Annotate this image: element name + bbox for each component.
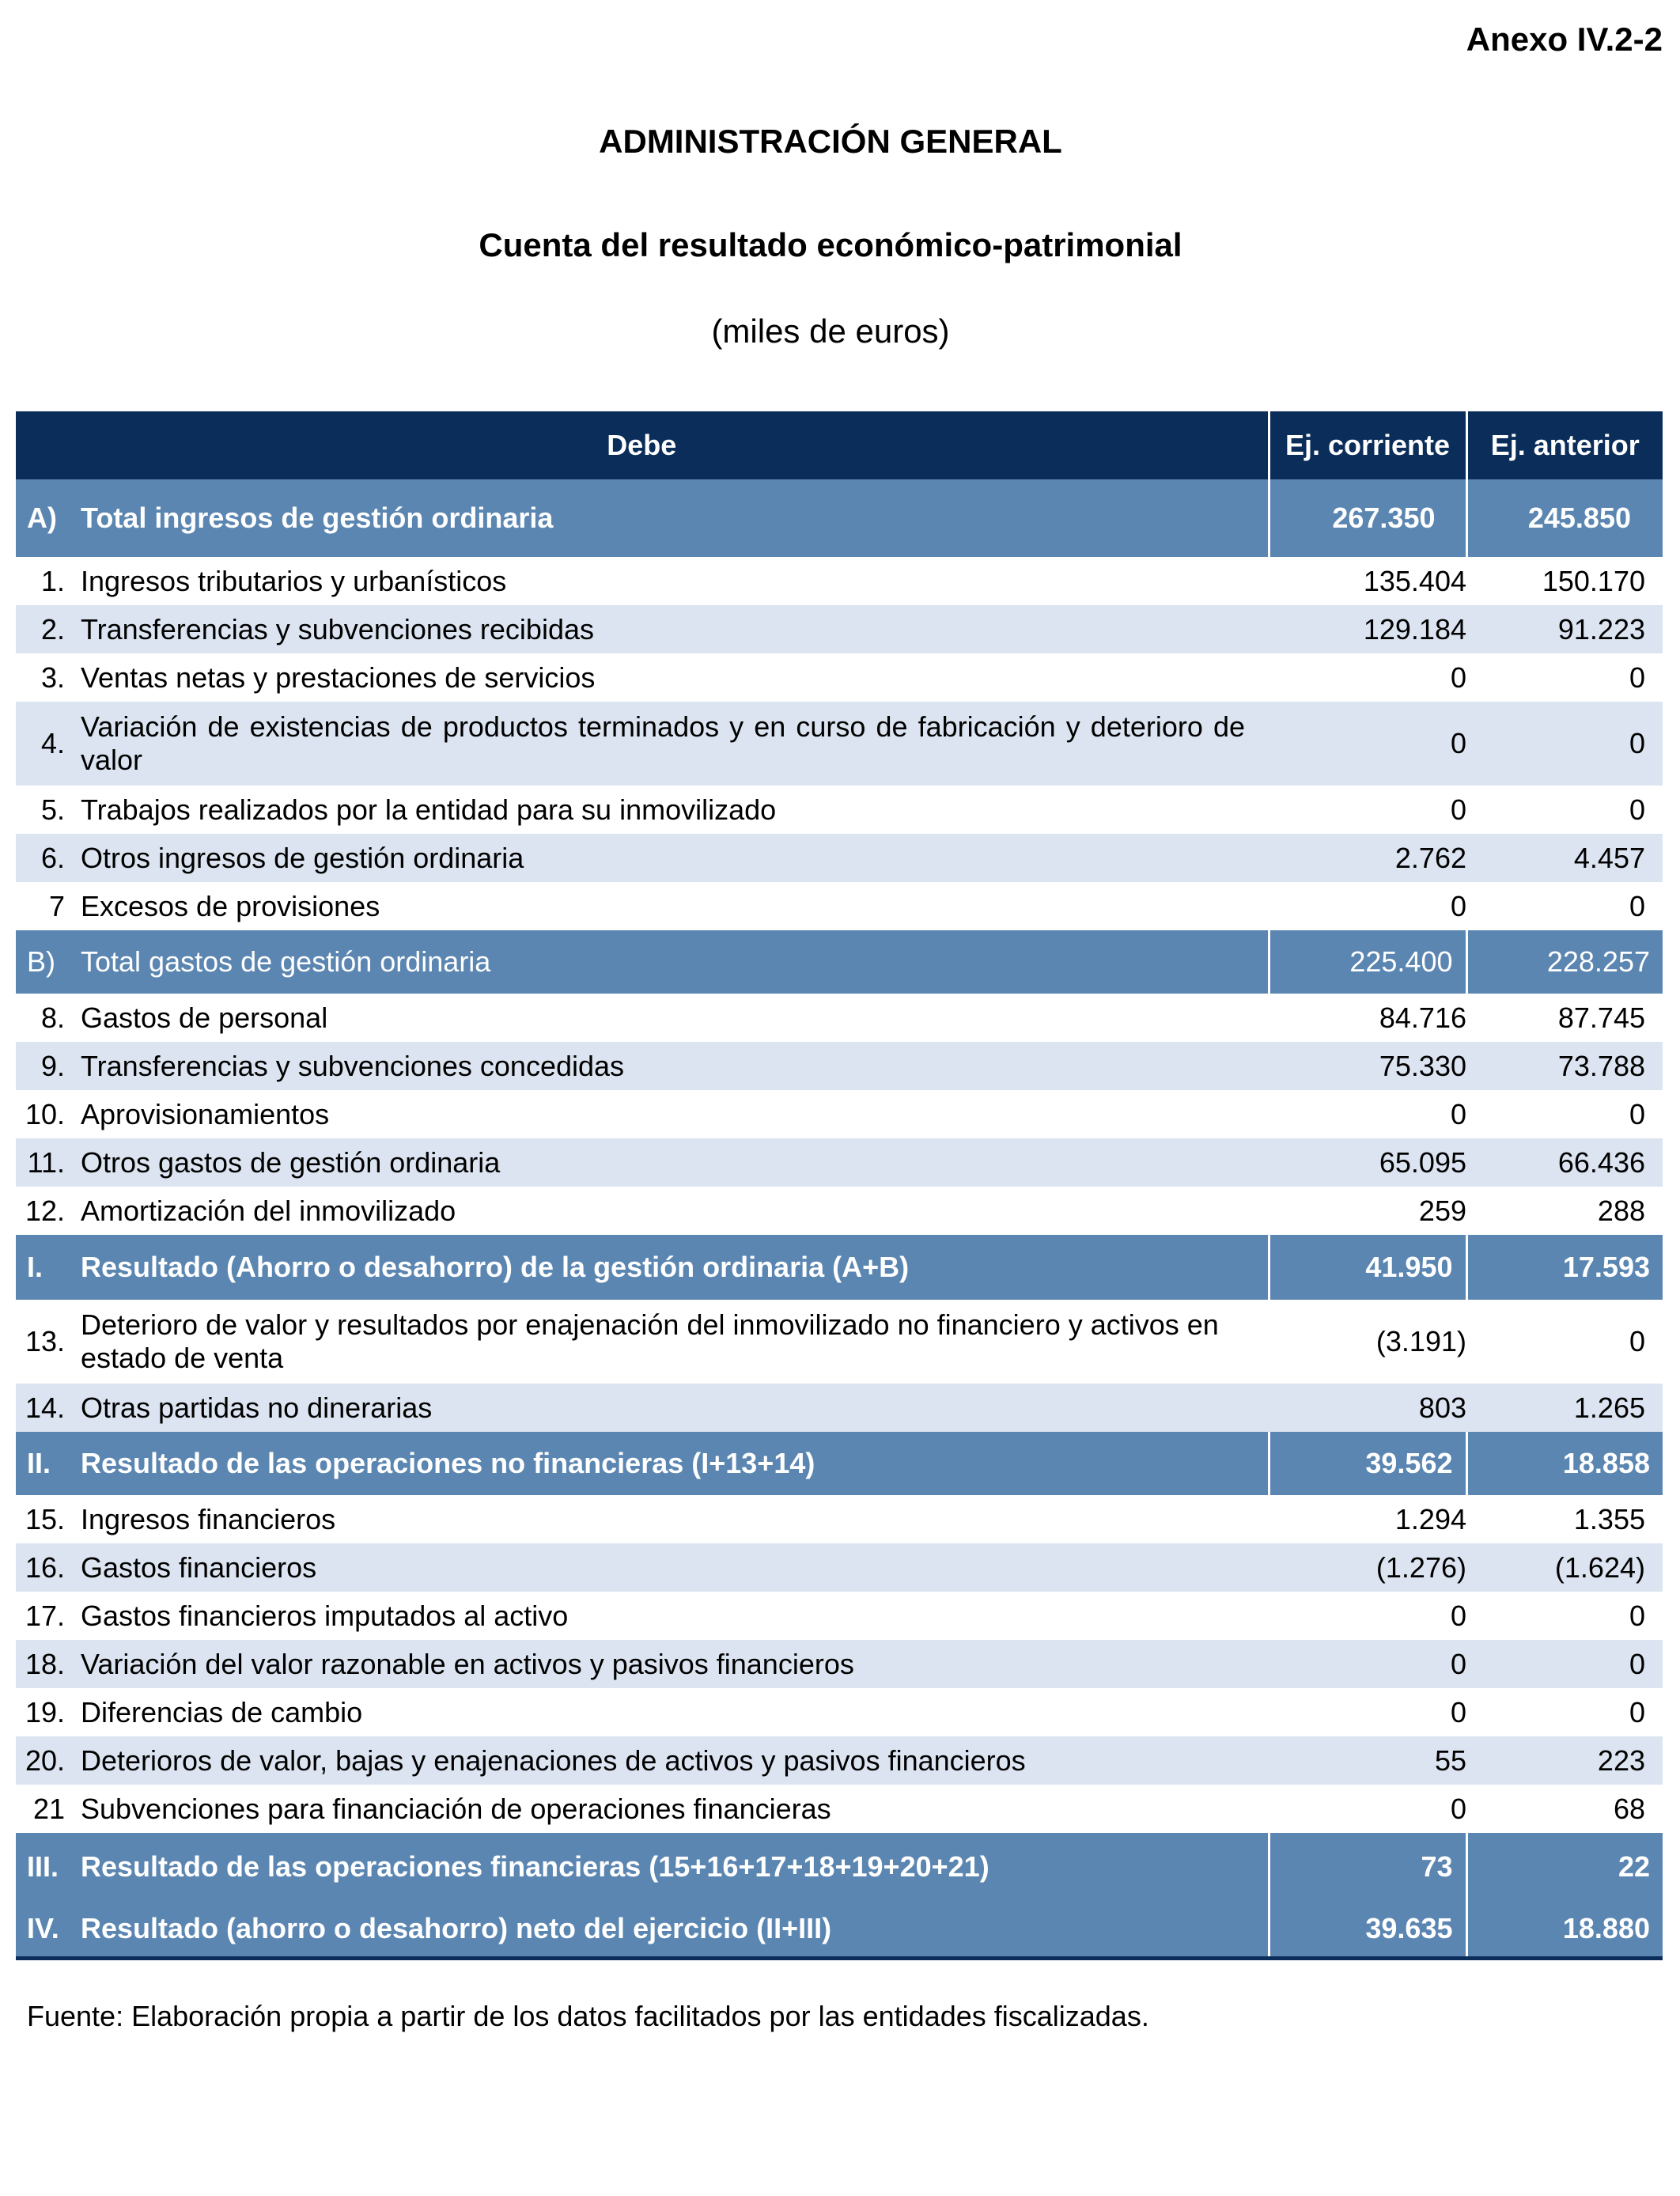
row-previous-value: 0 — [1629, 793, 1645, 826]
row-label: Amortización del inmovilizado — [81, 1194, 456, 1227]
source-note: Fuente: Elaboración propia a partir de los datos facilitados por las entidades fiscalizadas. — [27, 2000, 1149, 2032]
row-current-value: 0 — [1450, 1647, 1466, 1680]
row-current-value: 0 — [1450, 1695, 1466, 1728]
row-number: II. — [27, 1447, 51, 1479]
row-previous-value: 288 — [1597, 1194, 1645, 1227]
row-previous-value: 0 — [1629, 661, 1645, 694]
row-label: Total ingresos de gestión ordinaria — [81, 502, 554, 534]
table-row — [16, 994, 1663, 1042]
row-label: Trabajos realizados por la entidad para su inmovilizado — [81, 793, 777, 826]
row-label: Variación de existencias de productos terminados y en curso de fabricación y deterioro de valor — [81, 710, 1245, 776]
row-previous-value: 1.355 — [1573, 1502, 1645, 1535]
table-row — [16, 882, 1663, 930]
table-row — [16, 557, 1663, 605]
row-current-value: 225.400 — [1269, 930, 1466, 994]
row-label: Total gastos de gestión ordinaria — [81, 945, 491, 978]
row-number: 20. — [25, 1744, 65, 1777]
table-row — [16, 1042, 1663, 1090]
row-previous-value: 0 — [1629, 1325, 1645, 1357]
row-label: Subvenciones para financiación de operaciones financieras — [81, 1792, 831, 1825]
table-row-resultado-gestion-ordinaria — [16, 1235, 1663, 1300]
row-current-value: 0 — [1450, 1792, 1466, 1825]
row-previous-value: 68 — [1613, 1792, 1645, 1825]
row-previous-value: 18.880 — [1466, 1901, 1663, 1958]
row-current-value: 803 — [1418, 1391, 1466, 1424]
row-previous-value: 0 — [1629, 889, 1645, 922]
table-row-resultado-financieras — [16, 1833, 1663, 1901]
row-previous-value: (1.624) — [1554, 1550, 1645, 1584]
row-previous-value: 91.223 — [1557, 612, 1645, 646]
row-label: Resultado de las operaciones no financieras (I+13+14) — [81, 1447, 815, 1479]
row-current-value: 129.184 — [1363, 612, 1466, 646]
row-current-value: 39.562 — [1269, 1432, 1466, 1495]
row-number: 18. — [25, 1647, 65, 1680]
row-label: Gastos financieros — [81, 1550, 317, 1584]
row-current-value: 39.635 — [1269, 1901, 1466, 1958]
row-label: Resultado (Ahorro o desahorro) de la gestión ordinaria (A+B) — [81, 1251, 910, 1283]
row-number: 19. — [25, 1695, 65, 1728]
units-label: (miles de euros) — [711, 312, 950, 350]
table-row — [16, 605, 1663, 653]
row-current-value: 84.716 — [1379, 1001, 1466, 1034]
row-number: 12. — [25, 1194, 65, 1227]
row-number: I. — [27, 1251, 44, 1283]
row-previous-value: 150.170 — [1542, 564, 1645, 597]
row-label: Otras partidas no dinerarias — [81, 1391, 433, 1424]
table-row — [16, 1592, 1663, 1640]
row-previous-value: 0 — [1629, 1097, 1645, 1130]
row-current-value: 0 — [1450, 793, 1466, 826]
table-row — [16, 834, 1663, 882]
row-label: Variación del valor razonable en activos y pasivos financieros — [81, 1647, 854, 1680]
row-previous-value: 0 — [1629, 1695, 1645, 1728]
table-header-row — [16, 411, 1663, 479]
row-number: 6. — [40, 841, 65, 874]
row-current-value: 0 — [1450, 661, 1466, 694]
row-number: 2. — [40, 612, 65, 646]
row-current-value: 1.294 — [1394, 1502, 1466, 1535]
row-previous-value: 0 — [1629, 1599, 1645, 1632]
row-previous-value: 223 — [1597, 1744, 1645, 1777]
row-label: Excesos de provisiones — [81, 889, 380, 922]
row-label: Deterioros de valor, bajas y enajenaciones de activos y pasivos financieros — [81, 1744, 1026, 1777]
row-label: Resultado (ahorro o desahorro) neto del ejercicio (II+III) — [81, 1911, 832, 1944]
table-row — [16, 1785, 1663, 1833]
table-row — [16, 1736, 1663, 1785]
row-previous-value: 66.436 — [1557, 1145, 1645, 1179]
row-number: 7 — [48, 889, 65, 922]
row-label: Diferencias de cambio — [81, 1695, 363, 1728]
row-number: 8. — [40, 1001, 65, 1034]
row-number: A) — [27, 502, 57, 534]
row-label: Gastos de personal — [81, 1001, 328, 1034]
row-number: 10. — [25, 1097, 65, 1130]
row-previous-value: 228.257 — [1466, 930, 1663, 994]
row-previous-value: 17.593 — [1466, 1235, 1663, 1300]
row-label: Otros ingresos de gestión ordinaria — [81, 841, 524, 874]
row-previous-value: 87.745 — [1557, 1001, 1645, 1034]
row-current-value: (1.276) — [1375, 1550, 1466, 1584]
row-number: 5. — [40, 793, 65, 826]
row-current-value: 55 — [1434, 1744, 1466, 1777]
row-current-value: 135.404 — [1363, 564, 1466, 597]
annex-label: Anexo IV.2-2 — [1466, 21, 1663, 58]
row-label: Ingresos financieros — [81, 1502, 336, 1535]
table-row — [16, 1688, 1663, 1736]
table-row — [16, 1138, 1663, 1187]
row-previous-value: 73.788 — [1557, 1049, 1645, 1082]
row-current-value: 267.350 — [1269, 479, 1466, 557]
row-previous-value: 0 — [1629, 727, 1645, 759]
table-row — [16, 1640, 1663, 1688]
row-number: 15. — [25, 1502, 65, 1535]
row-number: 21 — [32, 1792, 65, 1825]
results-table — [16, 411, 1663, 1960]
row-number: 17. — [25, 1599, 65, 1632]
row-previous-value: 245.850 — [1466, 479, 1663, 557]
table-row — [16, 702, 1663, 786]
row-label: Resultado de las operaciones financieras (15+16+17+18+19+20+21) — [81, 1850, 989, 1883]
row-number: 1. — [40, 564, 65, 597]
row-current-value: 0 — [1450, 889, 1466, 922]
row-label: Transferencias y subvenciones recibidas — [81, 612, 594, 646]
page-subtitle: Cuenta del resultado económico-patrimonial — [479, 226, 1182, 263]
table-row — [16, 1495, 1663, 1543]
row-current-value: 41.950 — [1269, 1235, 1466, 1300]
table-row-resultado-no-financieras — [16, 1432, 1663, 1495]
row-current-value: 0 — [1450, 1599, 1466, 1632]
row-current-value: 259 — [1418, 1194, 1466, 1227]
row-current-value: 2.762 — [1394, 841, 1466, 874]
row-number: III. — [27, 1850, 59, 1883]
row-number: 13. — [25, 1325, 65, 1357]
row-label: Transferencias y subvenciones concedidas — [81, 1049, 625, 1082]
table-row — [16, 653, 1663, 702]
row-previous-value: 4.457 — [1573, 841, 1645, 874]
row-current-value: 73 — [1269, 1833, 1466, 1901]
table-row — [16, 1300, 1663, 1384]
row-current-value: 65.095 — [1379, 1145, 1466, 1179]
table-row — [16, 1384, 1663, 1432]
table-row — [16, 1187, 1663, 1235]
row-number: 14. — [25, 1391, 65, 1424]
row-number: B) — [27, 945, 55, 978]
table-row-resultado-neto — [16, 1901, 1663, 1958]
page-title: ADMINISTRACIÓN GENERAL — [599, 123, 1062, 160]
row-previous-value: 0 — [1629, 1647, 1645, 1680]
row-number: 9. — [40, 1049, 65, 1082]
row-current-value: 0 — [1450, 727, 1466, 759]
row-previous-value: 18.858 — [1466, 1432, 1663, 1495]
table-row — [16, 786, 1663, 834]
row-label: Deterioro de valor y resultados por enajenación del inmovilizado no financiero y activos en estado de venta — [81, 1308, 1219, 1374]
row-current-value: 75.330 — [1379, 1049, 1466, 1082]
row-current-value: 0 — [1450, 1097, 1466, 1130]
row-label: Otros gastos de gestión ordinaria — [81, 1145, 501, 1179]
row-label: Ingresos tributarios y urbanísticos — [81, 564, 507, 597]
row-number: 4. — [40, 727, 65, 759]
table-row-total-gastos — [16, 930, 1663, 994]
table-row — [16, 1090, 1663, 1138]
table-row — [16, 1543, 1663, 1592]
row-label: Ventas netas y prestaciones de servicios — [81, 661, 596, 694]
row-label: Gastos financieros imputados al activo — [81, 1599, 569, 1632]
row-number: 11. — [27, 1145, 65, 1179]
row-label: Aprovisionamientos — [81, 1097, 330, 1130]
row-number: 3. — [40, 661, 65, 694]
header-current-year: Ej. corriente — [1269, 411, 1466, 479]
row-number: IV. — [27, 1911, 59, 1944]
table-row-total-ingresos — [16, 479, 1663, 557]
header-previous-year: Ej. anterior — [1466, 411, 1663, 479]
row-previous-value: 22 — [1466, 1833, 1663, 1901]
row-current-value: (3.191) — [1375, 1325, 1466, 1357]
row-number: 16. — [25, 1550, 65, 1584]
row-previous-value: 1.265 — [1573, 1391, 1645, 1424]
header-concept: Debe — [607, 429, 677, 461]
